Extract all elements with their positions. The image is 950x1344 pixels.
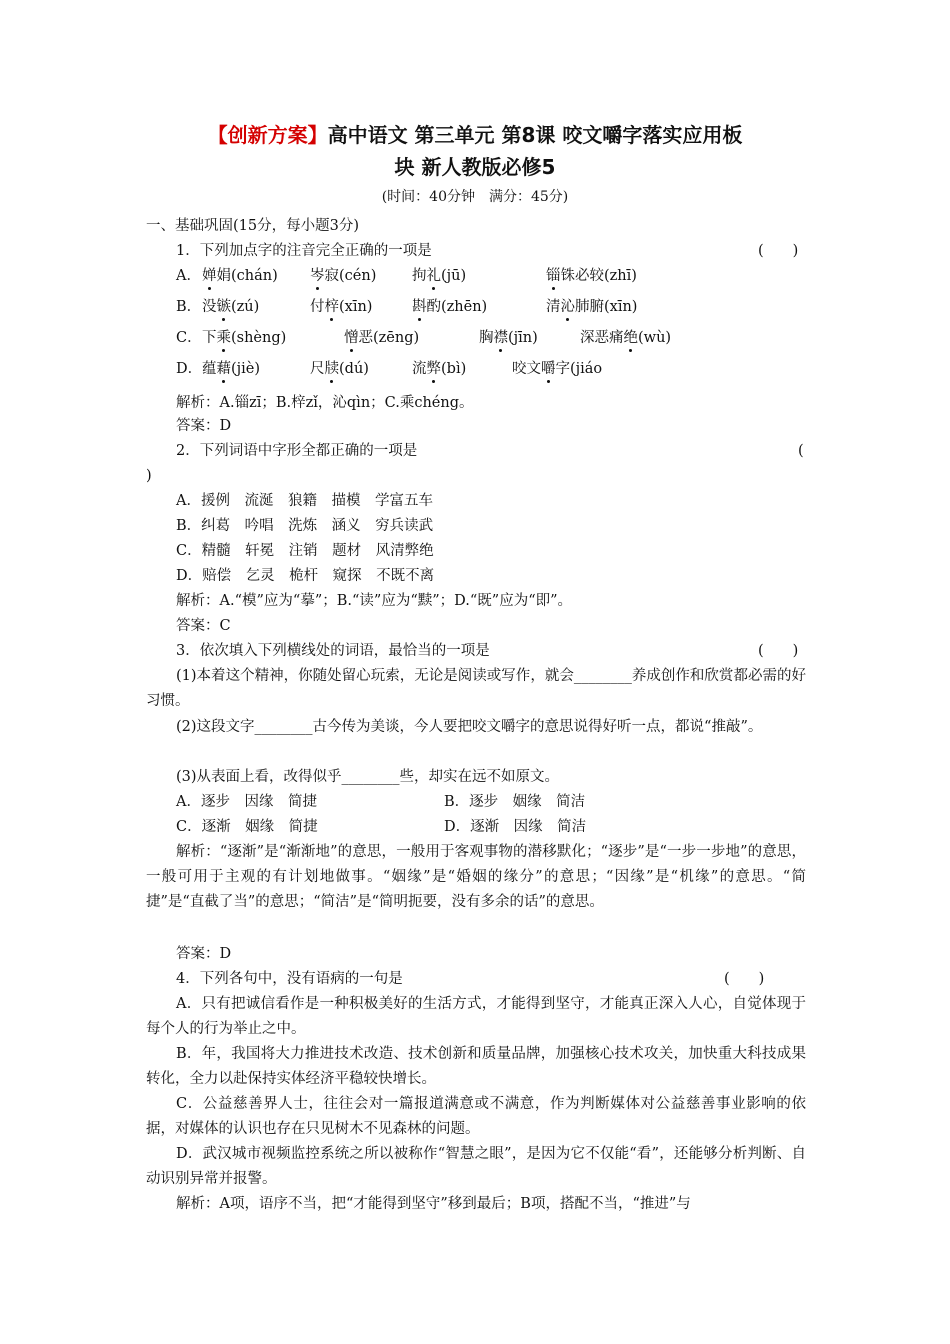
q1-option-b-word	[310, 296, 372, 318]
word-text-pinyin: 肺腑(xīn)	[575, 299, 638, 315]
emphasis-dotted-char: 嚼	[541, 358, 556, 380]
word-text-pinyin: 铢必较(zhī)	[560, 268, 637, 284]
word-text: 拘	[412, 268, 427, 284]
q1-option-d-word	[512, 358, 602, 380]
q3-sentence-1: (1)本着这个精神，你随处留心玩索，无论是阅读或写作，就会________养成创作和欣赏都必需的好习惯。	[146, 668, 806, 709]
word-text: 尺	[310, 361, 325, 377]
q3-option-c: C．逐渐 姻缘 简捷	[176, 819, 318, 835]
q1-option-c-word	[479, 327, 538, 349]
q2-bracket-open: (	[798, 443, 804, 459]
emphasis-dotted-char: 憎	[344, 327, 359, 349]
q1-option-d-word	[202, 358, 260, 380]
word-text-pinyin: (jiè)	[231, 361, 261, 377]
word-text-pinyin: 字(jiáo	[555, 361, 603, 377]
word-text-pinyin: (wù)	[638, 330, 672, 346]
q1-option-d-word	[412, 358, 466, 380]
word-text-pinyin: 酌(zhēn)	[426, 299, 488, 315]
q1-option-a-word	[202, 265, 278, 287]
emphasis-dotted-char: 婵	[202, 265, 217, 287]
word-text-pinyin: (jīn)	[508, 330, 538, 346]
q3-option-d: D．逐渐 因缘 简洁	[444, 819, 587, 835]
emphasis-dotted-char: 礼	[427, 265, 442, 287]
q3-option-a: A．逐步 因缘 简捷	[176, 794, 317, 810]
emphasis-dotted-char: 沁	[561, 296, 576, 318]
word-text-pinyin: (jū)	[441, 268, 467, 284]
q3-sentence-3: (3)从表面上看，改得似乎________些，却实在远不如原文。	[176, 769, 560, 785]
q3-answer: 答案：D	[176, 946, 232, 962]
emphasis-dotted-char: 岑	[310, 265, 325, 287]
word-text: 胸	[479, 330, 494, 346]
q2-option-a: A．援例 流涎 狼籍 描模 学富五车	[176, 493, 433, 509]
q2-bracket-close: )	[146, 468, 152, 484]
section-heading: 一、基础巩固(15分，每小题3分)	[146, 218, 359, 234]
word-text: 付	[310, 299, 325, 315]
q1-option-a-word	[546, 265, 637, 287]
q1-answer: 答案：D	[176, 418, 232, 434]
emphasis-dotted-char: 绝	[624, 327, 639, 349]
q4-option-d: D．武汉城市视频监控系统之所以被称作“智慧之眼”，是因为它不仅能“看”，还能够分析判断、自动识别异常并报警。	[146, 1146, 806, 1187]
word-text: 下	[202, 330, 217, 346]
q2-analysis: 解析：A.“模”应为“摹”；B.“读”应为“黩”；D.“既”应为“即”。	[176, 593, 573, 609]
emphasis-dotted-char: 梓	[325, 296, 340, 318]
emphasis-dotted-char: 斟	[412, 296, 427, 318]
emphasis-dotted-char: 乘	[217, 327, 232, 349]
q4-option-c: C．公益慈善界人士，往往会对一篇报道满意或不满意，作为判断媒体对公益慈善事业影响的依据，对媒体的认识也存在只见树木不见森林的问题。	[146, 1096, 806, 1137]
q2-option-d: D．赔偿 乞灵 桅杆 窥探 不既不离	[176, 568, 435, 584]
q4-analysis: 解析：A项，语序不当，把“才能得到坚守”移到最后；B项，搭配不当，“推进”与	[176, 1196, 691, 1212]
emphasis-dotted-char: 襟	[494, 327, 509, 349]
q1-option-a-word	[412, 265, 466, 287]
q1-option-b-word	[202, 296, 259, 318]
title-line1: 高中语文 第三单元 第8课 咬文嚼字落实应用板	[327, 123, 743, 147]
q2-answer: 答案：C	[176, 618, 231, 634]
q1-stem: 1．下列加点字的注音完全正确的一项是	[176, 243, 432, 259]
word-text: 流	[412, 361, 427, 377]
q3-answer-bracket: ( )	[758, 643, 799, 659]
q3-stem: 3．依次填入下列横线处的词语，最恰当的一项是	[176, 643, 490, 659]
word-text: 蕴	[202, 361, 217, 377]
q1-option-c-word	[202, 327, 286, 349]
q4-stem: 4．下列各句中，没有语病的一句是	[176, 971, 403, 987]
word-text: 没	[202, 299, 217, 315]
word-text-pinyin: (dú)	[339, 361, 369, 377]
word-text-pinyin: (zú)	[231, 299, 260, 315]
q1-option-a-label: A．	[176, 268, 201, 284]
q1-option-b-word	[412, 296, 487, 318]
emphasis-dotted-char: 弊	[427, 358, 442, 380]
document-title-line2: 块 新人教版必修5	[394, 155, 556, 179]
q1-option-b-word	[546, 296, 637, 318]
q3-sentence-2: (2)这段文字________古今传为美谈，今人要把咬文嚼字的意思说得好听一点，都说“推敲”。	[176, 719, 763, 735]
word-text-pinyin: (shèng)	[231, 330, 287, 346]
q1-option-c-word	[580, 327, 671, 349]
time-score-info: (时间：40分钟 满分：45分)	[381, 189, 569, 205]
emphasis-dotted-char: 镞	[217, 296, 232, 318]
emphasis-dotted-char: 锱	[546, 265, 561, 287]
document-title	[130, 120, 820, 150]
q2-stem: 2．下列词语中字形全都正确的一项是	[176, 443, 418, 459]
word-text-pinyin: (xīn)	[339, 299, 373, 315]
q2-option-c: C．精髓 轩冕 注销 题材 风清弊绝	[176, 543, 434, 559]
q1-answer-bracket: ( )	[758, 243, 799, 259]
emphasis-dotted-char: 藉	[217, 358, 232, 380]
emphasis-dotted-char: 牍	[325, 358, 340, 380]
word-text: 深恶痛	[580, 330, 624, 346]
q2-option-b: B．纠葛 吟唱 洗炼 涵义 穷兵读武	[176, 518, 434, 534]
word-text-pinyin: 寂(cén)	[324, 268, 377, 284]
q3-analysis: 解析：“逐渐”是“渐渐地”的意思，一般用于客观事物的潜移默化；“逐步”是“一步一步地”的意思，一般可用于主观的有计划地做事。“姻缘”是“婚姻的缘分”的意思；“因缘”是“机缘”的意思。“简捷”是“直截了当”的意思；“简洁”是“简明扼要，没有多余的话”的意思。	[146, 844, 806, 910]
word-text-pinyin: 恶(zēng)	[358, 330, 420, 346]
q1-option-d-word	[310, 358, 369, 380]
title-source-tag: 【创新方案】	[207, 123, 328, 147]
q3-option-b: B．逐步 姻缘 简洁	[444, 794, 586, 810]
q1-option-c-word	[344, 327, 419, 349]
word-text-pinyin: (bì)	[441, 361, 467, 377]
q1-option-d-label: D．	[176, 361, 203, 377]
q1-option-a-word	[310, 265, 376, 287]
q1-option-c-label: C．	[176, 330, 202, 346]
q1-analysis: 解析：A.锱zī；B.梓zǐ，沁qìn；C.乘chéng。	[176, 395, 474, 411]
q4-option-a: A．只有把诚信看作是一种积极美好的生活方式，才能得到坚守，才能真正深入人心，自觉体现于每个人的行为举止之中。	[146, 996, 806, 1037]
q4-answer-bracket: ( )	[724, 971, 765, 987]
word-text: 咬文	[512, 361, 541, 377]
q1-option-b-label: B．	[176, 299, 202, 315]
word-text: 清	[546, 299, 561, 315]
word-text-pinyin: 娟(chán)	[216, 268, 278, 284]
q4-option-b: B．年，我国将大力推进技术改造、技术创新和质量品牌，加强核心技术攻关，加快重大科技成果转化，全力以赴保持实体经济平稳较快增长。	[146, 1046, 806, 1087]
